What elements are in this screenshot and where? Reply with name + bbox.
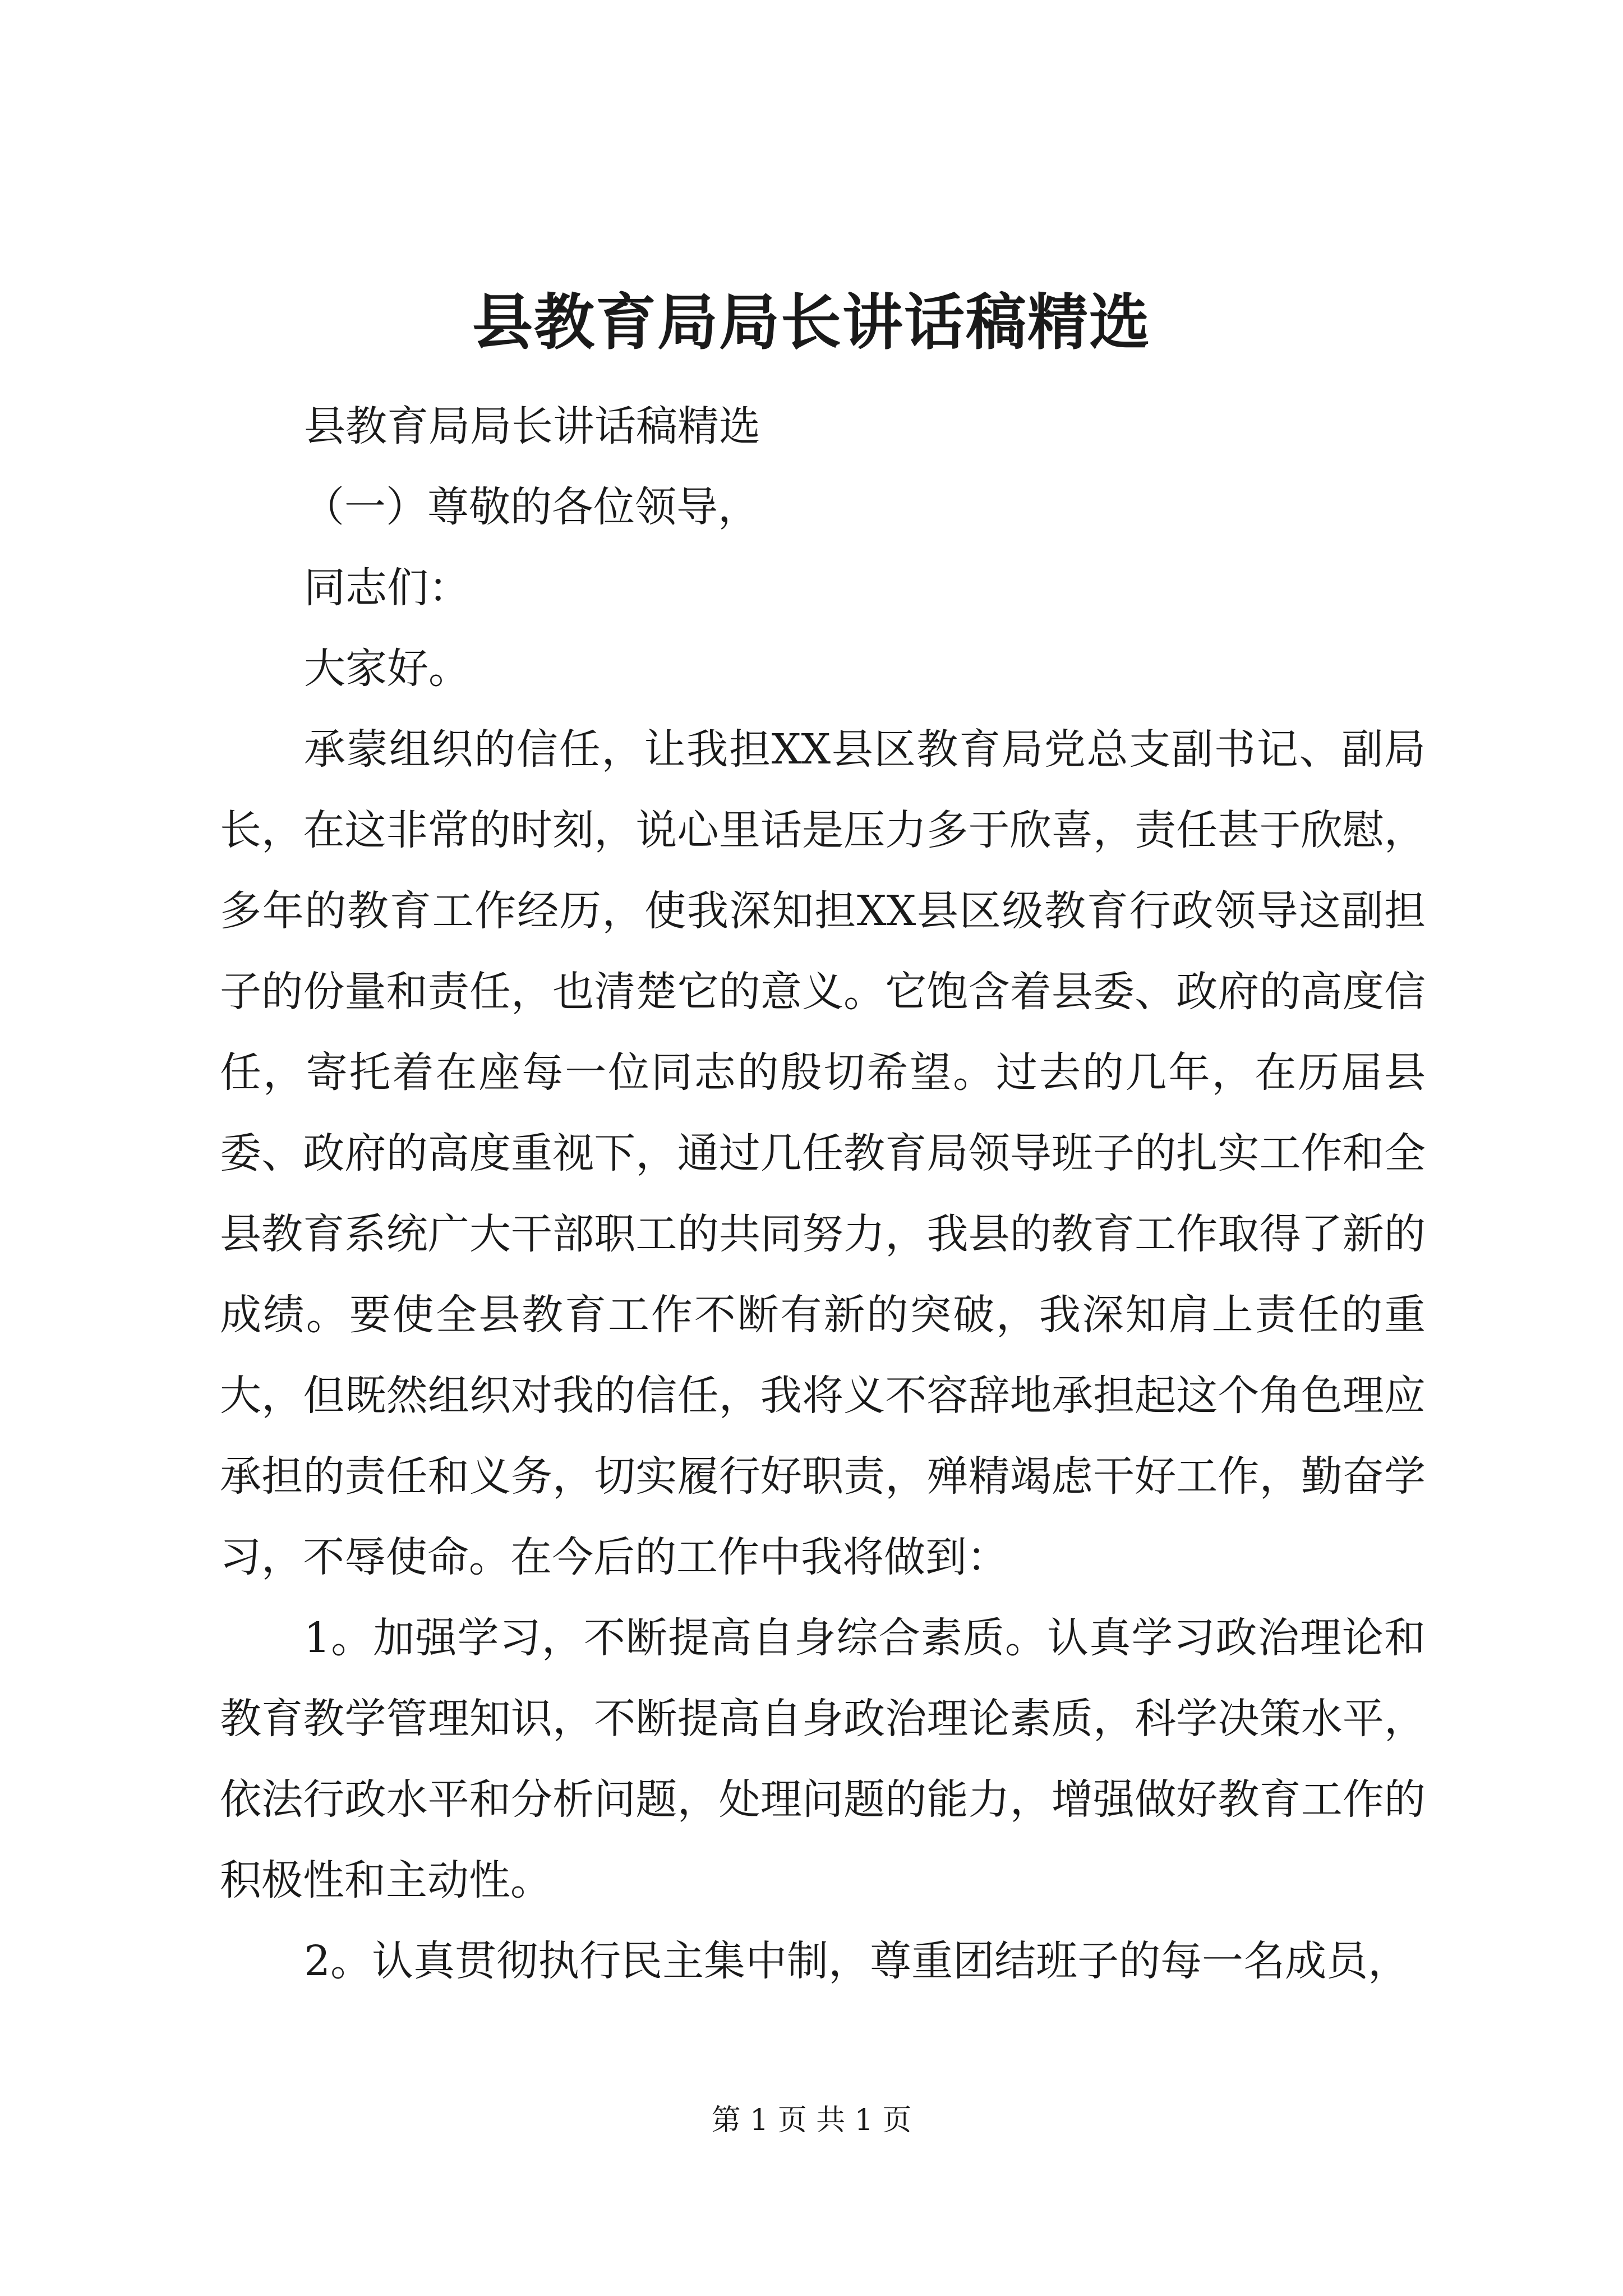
subtitle-paragraph: 县教育局局长讲话稿精选 [304, 402, 760, 450]
list-item-paragraph: 1。加强学习，不断提高自身综合素质。认真学习政治理论和教育教学管理知识，不断提高自身政治理论素质，科学决策水平，依法行政水平和分析问题，处理问题的能力，增强做好教育工作的积极性和主动性。 [220, 1614, 1426, 1904]
body-paragraph: 承蒙组织的信任，让我担XX县区教育局党总支副书记、副局长，在这非常的时刻，说心里话是压力多于欣喜，责任甚于欣慰，多年的教育工作经历，使我深知担XX县区级教育行政领导这副担子的份量和责任，也清楚它的意义。它饱含着县委、政府的高度信任，寄托着在座每一位同志的殷切希望。过去的几年，在历届县委、政府的高度重视下，通过几任教育局领导班子的扎实工作和全县教育系统广大干部职工的共同努力，我县的教育工作取得了新的成绩。要使全县教育工作不断有新的突破，我深知肩上责任的重大，但既然组织对我的信任，我将义不容辞地承担起这个角色理应承担的责任和义务，切实履行好职责，殚精竭虑干好工作，勤奋学习，不辱使命。在今后的工作中我将做到： [220, 725, 1426, 1581]
page-footer: 第 1 页 共 1 页 [711, 2104, 912, 2137]
document-title: 县教育局局长讲话稿精选 [472, 287, 1151, 358]
document-body [220, 386, 1426, 2001]
greeting-paragraph: 大家好。 [304, 645, 470, 693]
salutation-paragraph: （一）尊敬的各位领导， [303, 483, 759, 531]
list-item-paragraph: 2。认真贯彻执行民主集中制，尊重团结班子的每一名成员， [304, 1937, 1410, 1985]
salutation-comrades-paragraph: 同志们： [304, 564, 470, 612]
